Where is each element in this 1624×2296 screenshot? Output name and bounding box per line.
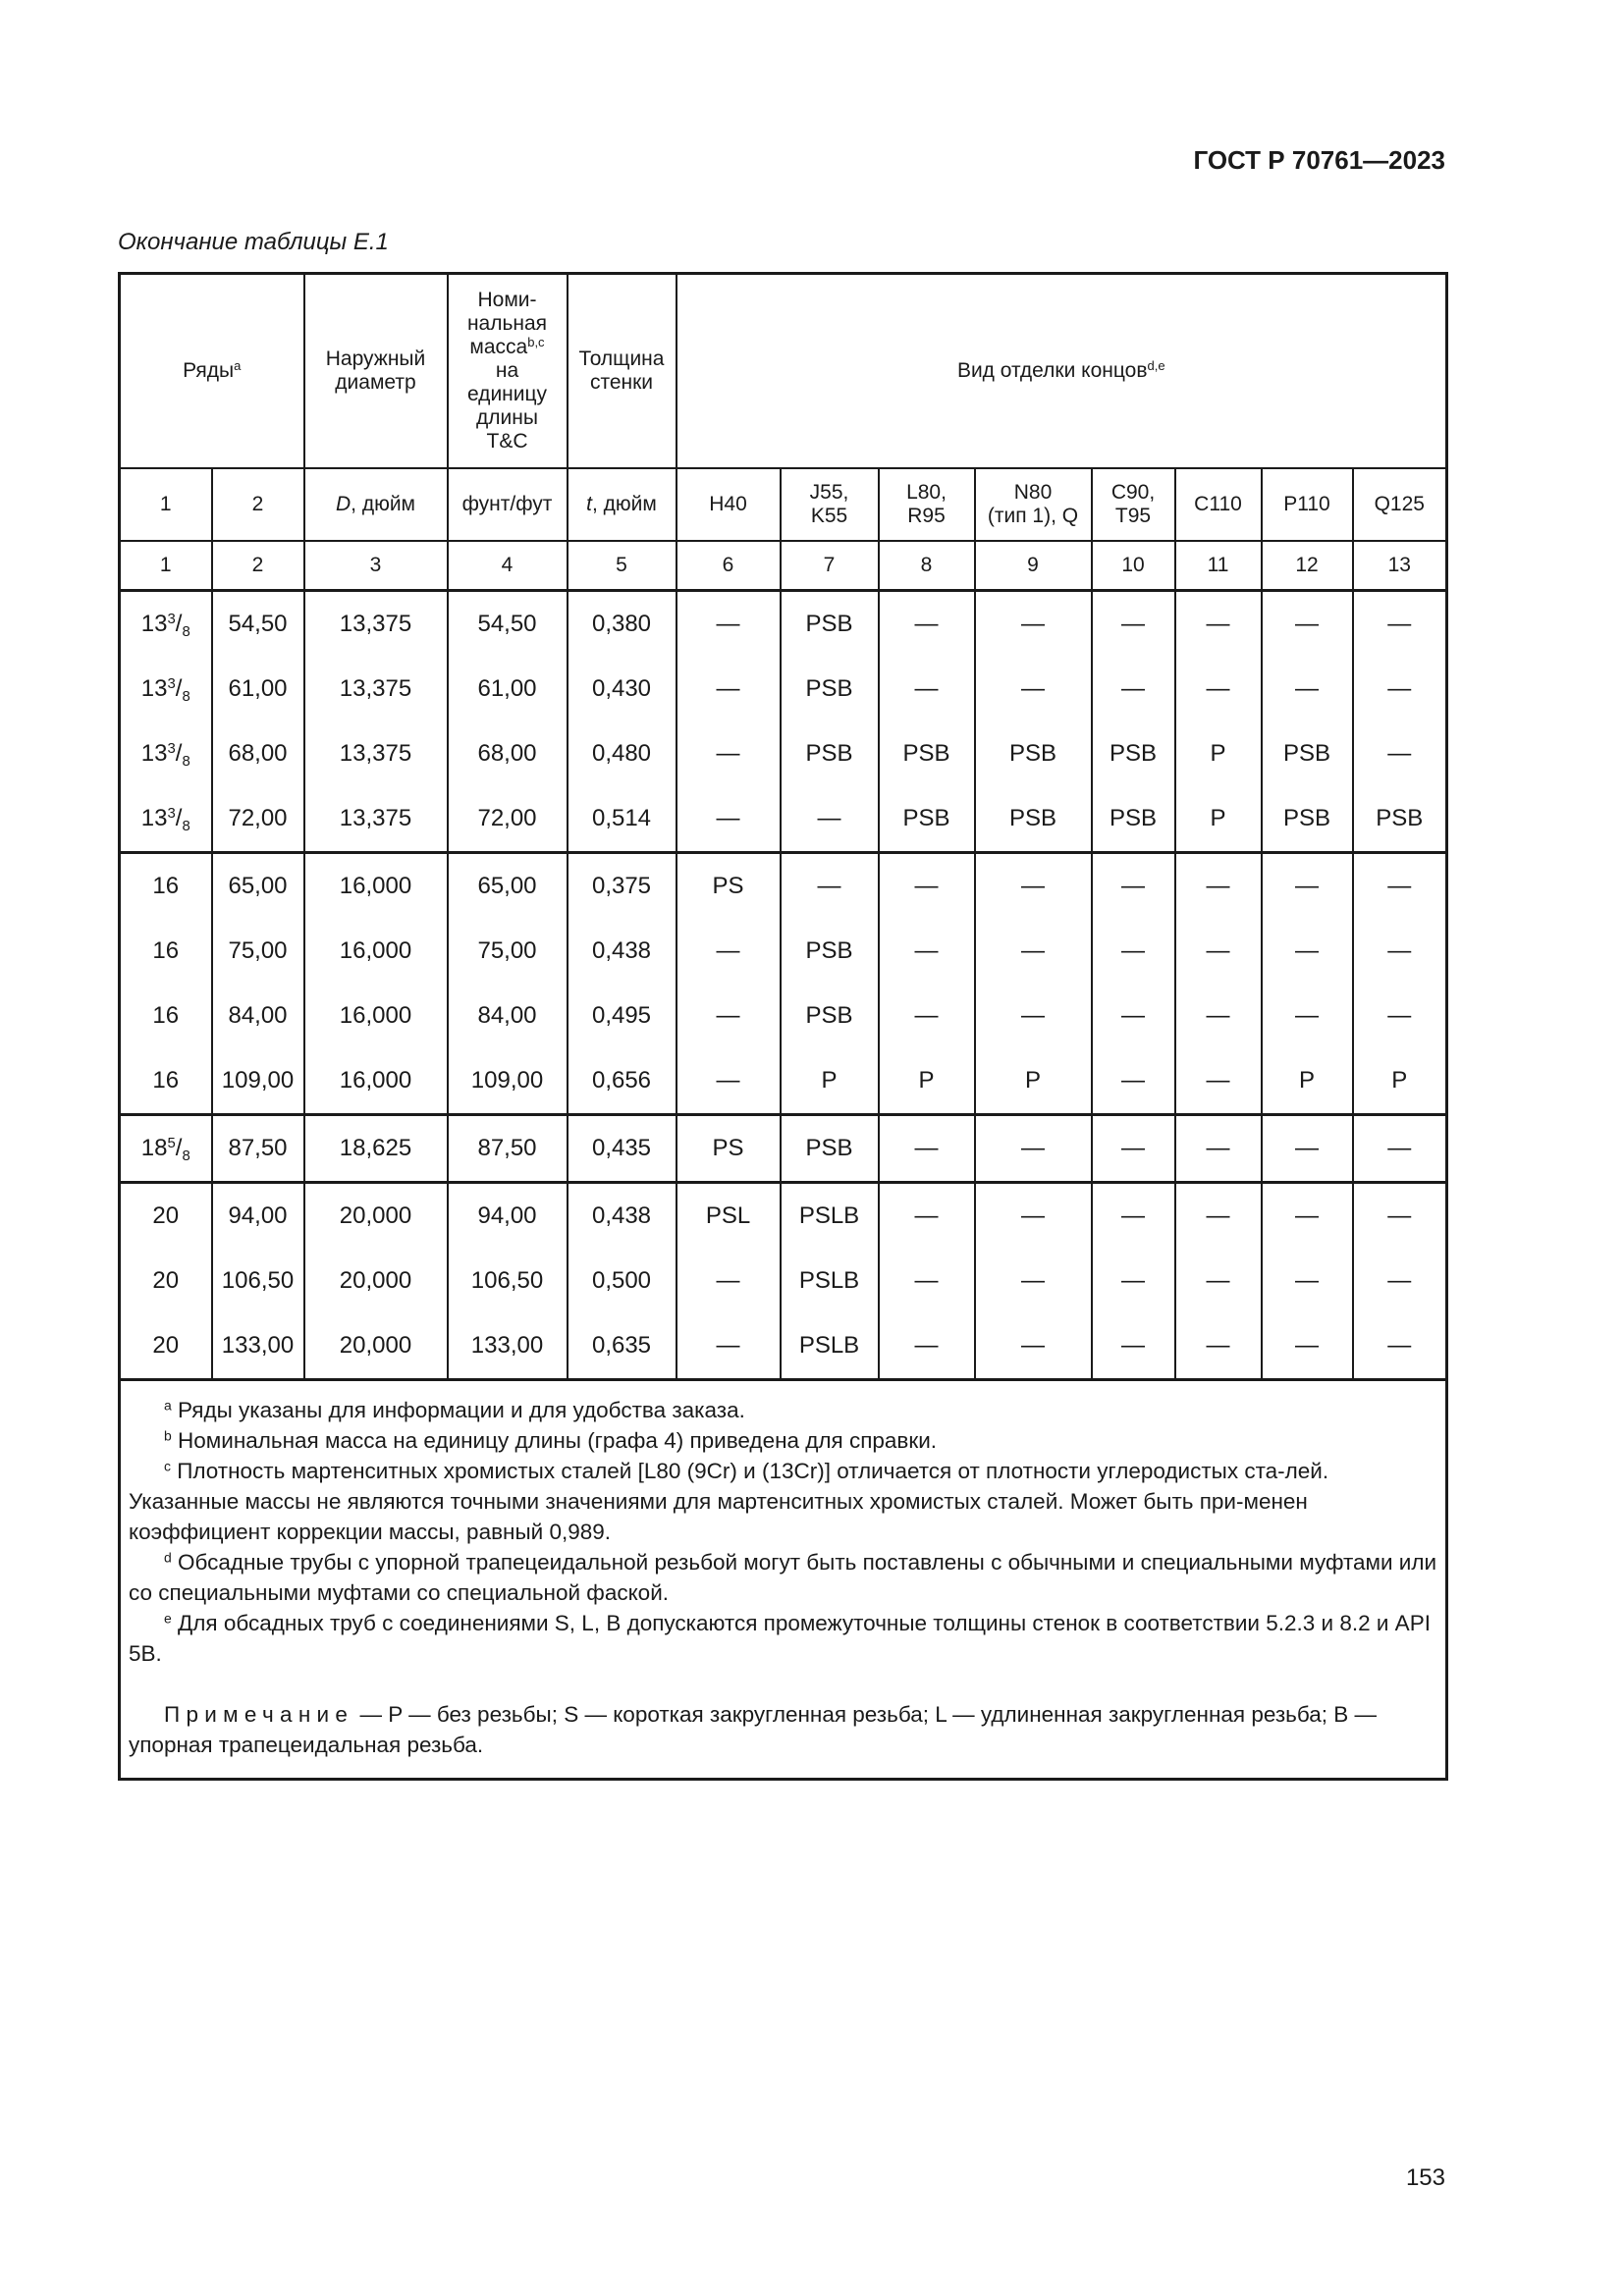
table-cell: —	[1262, 1115, 1353, 1183]
table-row	[120, 1115, 1447, 1183]
column-number: 8	[879, 541, 975, 591]
table-cell: —	[1175, 1313, 1262, 1380]
header-row	[120, 274, 1447, 469]
table-cell: PSLB	[781, 1313, 879, 1380]
table-cell: —	[1092, 853, 1175, 920]
table-cell: PSB	[1353, 786, 1447, 853]
table-cell: —	[1092, 657, 1175, 721]
table-cell: 16,000	[304, 984, 448, 1048]
table-cell: —	[1262, 657, 1353, 721]
table-cell: 84,00	[448, 984, 568, 1048]
table-cell: —	[879, 853, 975, 920]
table-cell: 16,000	[304, 853, 448, 920]
table-cell: —	[1353, 853, 1447, 920]
table-cell: —	[879, 591, 975, 658]
table-cell: —	[1262, 591, 1353, 658]
table-row	[120, 721, 1447, 786]
table-cell: —	[1262, 853, 1353, 920]
table-cell: —	[1175, 1249, 1262, 1313]
table-cell: 61,00	[212, 657, 304, 721]
table-cell: —	[1262, 1313, 1353, 1380]
table-cell: —	[1092, 1048, 1175, 1115]
column-number: 2	[212, 541, 304, 591]
table-cell: 75,00	[448, 919, 568, 984]
row-series: $18^5/_8$	[120, 1115, 212, 1183]
table-cell: —	[1092, 1313, 1175, 1380]
table-row	[120, 1048, 1447, 1115]
table-cell: —	[1353, 657, 1447, 721]
table-cell: PSB	[975, 721, 1092, 786]
table-cell: P	[1175, 786, 1262, 853]
footnote-text: Ряды указаны для информации и для удобства заказа.	[171, 1398, 745, 1422]
column-number: 4	[448, 541, 568, 591]
rows-header: Ряды$^a$	[120, 274, 304, 469]
table-cell: P	[781, 1048, 879, 1115]
table-cell: 72,00	[212, 786, 304, 853]
table-cell: 133,00	[448, 1313, 568, 1380]
table-cell: —	[879, 1183, 975, 1250]
table-cell: 75,00	[212, 919, 304, 984]
table-cell: —	[1175, 1183, 1262, 1250]
table-cell: 0,500	[568, 1249, 677, 1313]
table-cell: PSB	[781, 984, 879, 1048]
table-cell: —	[1092, 1183, 1175, 1250]
footnote-text: Обсадные трубы с упорной трапецеидальной резьбой могут быть поставлены с обычными и специальными муфтами или со специальными муфтами со специальной фаской.	[129, 1550, 1437, 1605]
table-cell: —	[879, 1115, 975, 1183]
grade-cell: J55, K55	[781, 468, 879, 541]
table-cell: 61,00	[448, 657, 568, 721]
table-cell: 106,50	[212, 1249, 304, 1313]
column-number: 13	[1353, 541, 1447, 591]
table-cell: —	[1262, 919, 1353, 984]
footnote	[129, 1425, 1437, 1456]
table-cell: 87,50	[448, 1115, 568, 1183]
table-cell: —	[975, 657, 1092, 721]
table-cell: —	[1092, 1249, 1175, 1313]
table-cell: 0,438	[568, 919, 677, 984]
table-cell: PSB	[781, 919, 879, 984]
table-cell: PSB	[879, 721, 975, 786]
table-caption: Окончание таблицы Е.1	[118, 229, 389, 255]
page-number: 153	[1405, 2164, 1445, 2191]
table-cell: PSL	[677, 1183, 781, 1250]
table-cell: —	[975, 1183, 1092, 1250]
pipe-table	[118, 272, 1448, 1781]
table-cell: —	[879, 919, 975, 984]
table-cell: —	[677, 919, 781, 984]
table-cell: —	[781, 786, 879, 853]
table-cell: 65,00	[448, 853, 568, 920]
footnote-mark: e	[164, 1610, 172, 1627]
table-cell: 94,00	[448, 1183, 568, 1250]
table-cell: —	[1175, 984, 1262, 1048]
table-cell: 94,00	[212, 1183, 304, 1250]
table-cell: —	[1262, 1183, 1353, 1250]
table-cell: 0,380	[568, 591, 677, 658]
column-number: 10	[1092, 541, 1175, 591]
table-cell: PSLB	[781, 1183, 879, 1250]
table-cell: —	[1092, 984, 1175, 1048]
table-cell: —	[879, 984, 975, 1048]
table-cell: —	[975, 1313, 1092, 1380]
table-cell: —	[1353, 721, 1447, 786]
table-cell: —	[677, 786, 781, 853]
table-cell: 0,375	[568, 853, 677, 920]
table-cell: 13,375	[304, 657, 448, 721]
table-cell: —	[975, 1249, 1092, 1313]
footnotes	[129, 1395, 1437, 1669]
table-cell: —	[677, 1249, 781, 1313]
wall-thickness-header: Толщина стенки	[568, 274, 677, 469]
table-cell: 65,00	[212, 853, 304, 920]
footnote-text: Плотность мартенситных хромистых сталей [L80 (9Cr) и (13Cr)] отличается от плотности углеродистых ста-лей. Указанные массы не являются точными значениями для мартенситных хромистых сталей. Может быть при-менен коэффициент коррекции массы, равный 0,989.	[129, 1459, 1329, 1544]
grade-cell: H40	[677, 468, 781, 541]
document-code: ГОСТ Р 70761—2023	[1193, 145, 1445, 175]
table-cell: —	[975, 984, 1092, 1048]
table-cell: 16,000	[304, 1048, 448, 1115]
table-cell: 68,00	[212, 721, 304, 786]
table-cell: PSB	[781, 1115, 879, 1183]
table-cell: 0,435	[568, 1115, 677, 1183]
table-cell: 54,50	[448, 591, 568, 658]
table-cell: 106,50	[448, 1249, 568, 1313]
table-cell: 68,00	[448, 721, 568, 786]
table-cell: —	[677, 984, 781, 1048]
row-series: $13^3/_8$	[120, 657, 212, 721]
table-cell: 16,000	[304, 919, 448, 984]
table-cell: PSB	[1262, 786, 1353, 853]
footnote	[129, 1456, 1437, 1547]
table-cell: —	[1353, 984, 1447, 1048]
grade-cell: P110	[1262, 468, 1353, 541]
unit-cell: фунт/фут	[448, 468, 568, 541]
grade-cell: C110	[1175, 468, 1262, 541]
column-number: 3	[304, 541, 448, 591]
table-cell: PSB	[879, 786, 975, 853]
table-cell: 87,50	[212, 1115, 304, 1183]
column-number: 7	[781, 541, 879, 591]
table-row	[120, 1313, 1447, 1380]
note-label: Примечание	[164, 1702, 354, 1727]
column-number: 11	[1175, 541, 1262, 591]
table-cell: P	[1175, 721, 1262, 786]
table-cell: —	[1353, 591, 1447, 658]
table-cell: —	[879, 1249, 975, 1313]
table-cell: 0,514	[568, 786, 677, 853]
table-cell: P	[1353, 1048, 1447, 1115]
table-cell: —	[1353, 1249, 1447, 1313]
table-cell: —	[1353, 919, 1447, 984]
table-cell: —	[677, 657, 781, 721]
table-row	[120, 1249, 1447, 1313]
table-cell: PSB	[975, 786, 1092, 853]
unit-cell: 2	[212, 468, 304, 541]
table-cell: P	[1262, 1048, 1353, 1115]
unit-cell: 1	[120, 468, 212, 541]
table-cell: —	[1092, 919, 1175, 984]
table-cell: 0,656	[568, 1048, 677, 1115]
table-cell: PSB	[781, 657, 879, 721]
table-cell: PS	[677, 853, 781, 920]
notes-cell	[120, 1380, 1447, 1780]
column-number: 5	[568, 541, 677, 591]
table-cell: —	[975, 853, 1092, 920]
table-note	[129, 1699, 1437, 1760]
table-row	[120, 786, 1447, 853]
table-cell: PSB	[781, 591, 879, 658]
table-cell: —	[1175, 919, 1262, 984]
table-cell: —	[1092, 1115, 1175, 1183]
table-cell: 0,635	[568, 1313, 677, 1380]
table-cell: 13,375	[304, 591, 448, 658]
column-number-row	[120, 541, 1447, 591]
row-series: 20	[120, 1183, 212, 1250]
table-cell: PSB	[1092, 786, 1175, 853]
table-row	[120, 853, 1447, 920]
table-cell: —	[677, 1313, 781, 1380]
footnote-mark: a	[164, 1397, 172, 1414]
table-cell: —	[879, 657, 975, 721]
table-cell: 13,375	[304, 786, 448, 853]
row-series: 20	[120, 1313, 212, 1380]
row-series: 16	[120, 853, 212, 920]
table-cell: —	[975, 1115, 1092, 1183]
table-cell: PS	[677, 1115, 781, 1183]
row-series: $13^3/_8$	[120, 786, 212, 853]
table-row	[120, 984, 1447, 1048]
table-cell: 20,000	[304, 1183, 448, 1250]
table-cell: 54,50	[212, 591, 304, 658]
table-row	[120, 1183, 1447, 1250]
table-cell: P	[975, 1048, 1092, 1115]
table-cell: —	[1353, 1183, 1447, 1250]
unit-cell: t, дюйм	[568, 468, 677, 541]
table-cell: —	[781, 853, 879, 920]
footnote-text: Номинальная масса на единицу длины (графа 4) приведена для справки.	[171, 1428, 938, 1453]
column-number: 6	[677, 541, 781, 591]
grade-cell: C90, T95	[1092, 468, 1175, 541]
nominal-mass-header: Номи- нальная масса$^{b,c}$ на единицу длины T&C	[448, 274, 568, 469]
table-cell: —	[1092, 591, 1175, 658]
row-series: 16	[120, 984, 212, 1048]
table-cell: —	[1353, 1313, 1447, 1380]
table-cell: —	[975, 591, 1092, 658]
table-cell: 109,00	[212, 1048, 304, 1115]
footnote-mark: b	[164, 1427, 172, 1444]
table-cell: 84,00	[212, 984, 304, 1048]
column-number: 1	[120, 541, 212, 591]
table-cell: —	[1175, 853, 1262, 920]
table-cell: —	[1175, 1115, 1262, 1183]
table-cell: PSB	[781, 721, 879, 786]
footnote	[129, 1395, 1437, 1425]
table-cell: 18,625	[304, 1115, 448, 1183]
grade-cell: Q125	[1353, 468, 1447, 541]
footnote-text: Для обсадных труб с соединениями S, L, B допускаются промежуточные толщины стенок в соответствии 5.2.3 и 8.2 и API 5B.	[129, 1611, 1431, 1666]
table-cell: —	[879, 1313, 975, 1380]
table-cell: —	[1175, 1048, 1262, 1115]
table-cell: PSLB	[781, 1249, 879, 1313]
outer-diameter-header: Наружный диаметр	[304, 274, 448, 469]
table-cell: 0,438	[568, 1183, 677, 1250]
table-cell: P	[879, 1048, 975, 1115]
table-cell: PSB	[1092, 721, 1175, 786]
table-cell: 72,00	[448, 786, 568, 853]
grade-cell: N80 (тип 1), Q	[975, 468, 1092, 541]
end-finish-header: Вид отделки концов$^{d,e}$	[677, 274, 1447, 469]
table-cell: —	[1262, 1249, 1353, 1313]
footnote-mark: c	[164, 1458, 171, 1474]
row-series: 20	[120, 1249, 212, 1313]
table-cell: —	[1353, 1115, 1447, 1183]
footnote	[129, 1608, 1437, 1669]
table-cell: 133,00	[212, 1313, 304, 1380]
table-cell: —	[677, 1048, 781, 1115]
table-cell: 0,495	[568, 984, 677, 1048]
grade-cell: L80, R95	[879, 468, 975, 541]
table-cell: 0,480	[568, 721, 677, 786]
unit-cell: D, дюйм	[304, 468, 448, 541]
notes-row	[120, 1380, 1447, 1780]
row-series: $13^3/_8$	[120, 721, 212, 786]
table-cell: —	[975, 919, 1092, 984]
table-cell: 20,000	[304, 1249, 448, 1313]
table-row	[120, 591, 1447, 658]
table-cell: 0,430	[568, 657, 677, 721]
table-cell: 109,00	[448, 1048, 568, 1115]
table-cell: —	[677, 721, 781, 786]
table-cell: PSB	[1262, 721, 1353, 786]
column-number: 9	[975, 541, 1092, 591]
footnote	[129, 1547, 1437, 1608]
table-row	[120, 657, 1447, 721]
table-cell: —	[1175, 657, 1262, 721]
table-cell: —	[1262, 984, 1353, 1048]
units-row	[120, 468, 1447, 541]
table-cell: —	[677, 591, 781, 658]
row-series: 16	[120, 919, 212, 984]
footnote-mark: d	[164, 1549, 172, 1566]
row-series: 16	[120, 1048, 212, 1115]
table-cell: 20,000	[304, 1313, 448, 1380]
table-cell: 13,375	[304, 721, 448, 786]
row-series: $13^3/_8$	[120, 591, 212, 658]
column-number: 12	[1262, 541, 1353, 591]
table-row	[120, 919, 1447, 984]
note-text: — P — без резьбы; S — короткая закругленная резьба; L — удлиненная закругленная резьба; B — упорная трапецеидальная резьба.	[129, 1702, 1378, 1757]
table-cell: —	[1175, 591, 1262, 658]
